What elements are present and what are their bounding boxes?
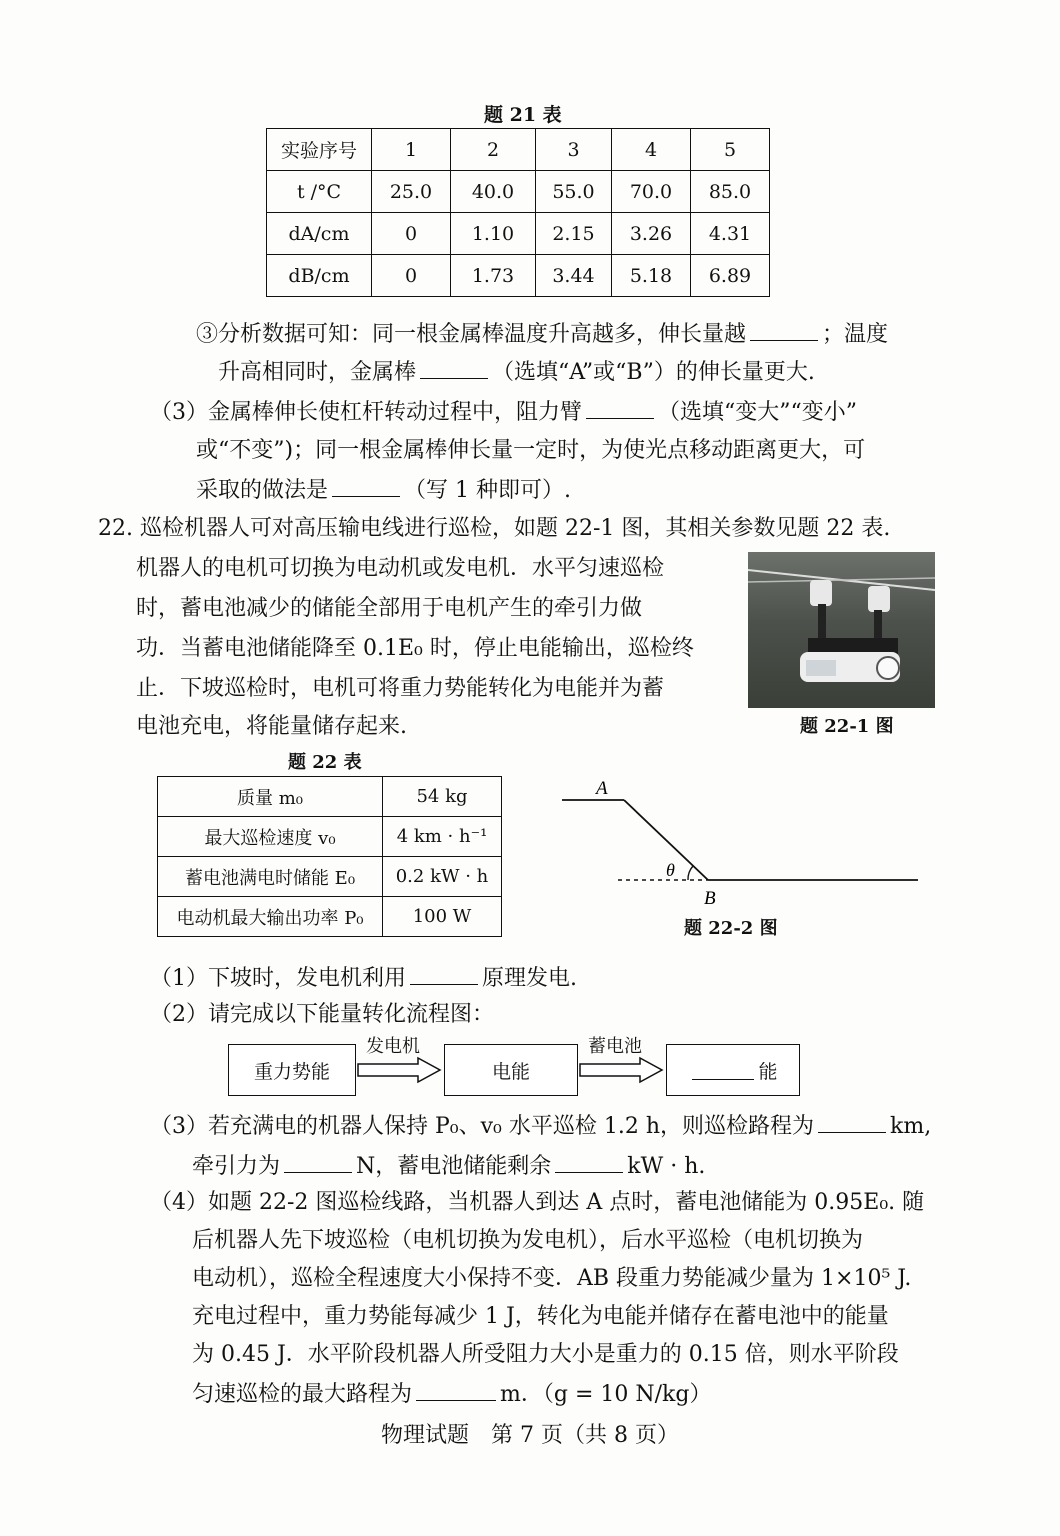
table-cell: 2.15 xyxy=(536,213,612,255)
q21-sub3-line2: 或“不变”)；同一根金属棒伸长量一定时，为使光点移动距离更大，可 xyxy=(196,438,866,463)
table-row xyxy=(158,777,502,817)
answer-blank[interactable] xyxy=(284,1150,352,1173)
q22-sub4-line4: 充电过程中，重力势能每减少 1 J，转化为电能并储存在蓄电池中的能量 xyxy=(192,1304,889,1329)
flow-arrow2-label: 蓄电池 xyxy=(588,1036,642,1057)
table21-caption: 题 21 表 xyxy=(484,104,562,126)
table-cell: 54 kg xyxy=(383,777,502,817)
text: kW · h. xyxy=(627,1154,706,1179)
flow-box-answer xyxy=(666,1044,800,1096)
robot-photo xyxy=(748,552,935,708)
q22-intro-line5: 止．下坡巡检时，电机可将重力势能转化为电能并为蓄 xyxy=(136,676,665,701)
table-cell: 55.0 xyxy=(536,171,612,213)
answer-blank[interactable] xyxy=(750,318,818,341)
answer-blank[interactable] xyxy=(692,1061,754,1080)
text: 牵引力为 xyxy=(192,1154,281,1179)
flow-box-gravitational: 重力势能 xyxy=(228,1044,356,1096)
text: （选填“A”或“B”）的伸长量更大. xyxy=(492,360,815,385)
answer-blank[interactable] xyxy=(332,474,400,497)
table-cell: 0 xyxy=(372,213,451,255)
q22-sub4-line2: 后机器人先下坡巡检（电机切换为发电机），后水平巡检（电机切换为 xyxy=(192,1228,864,1253)
q21-part3-line1 xyxy=(196,318,888,350)
table-cell: dB/cm xyxy=(267,255,372,297)
q22-sub4-line6 xyxy=(192,1378,711,1410)
table-cell: 40.0 xyxy=(451,171,536,213)
point-b-label: B xyxy=(704,888,716,909)
text: （选填“变大”“变小” xyxy=(658,400,857,425)
table21-header-row xyxy=(267,129,770,171)
table-row xyxy=(267,171,770,213)
q22-sub4-line3: 电动机），巡检全程速度大小保持不变．AB 段重力势能减少量为 1×10⁵ J. xyxy=(192,1266,912,1291)
q22-sub4-line5: 为 0.45 J．水平阶段机器人所受阻力大小是重力的 0.15 倍，则水平阶段 xyxy=(192,1342,899,1367)
q21-part3-line2 xyxy=(218,356,815,388)
text: m．（g = 10 N/kg） xyxy=(500,1382,712,1407)
robot-photo-illustration xyxy=(748,552,935,708)
table-cell: 最大巡检速度 v₀ xyxy=(158,817,383,857)
table-cell: 3.26 xyxy=(612,213,691,255)
angle-arc xyxy=(688,866,693,880)
q22-sub2: （2）请完成以下能量转化流程图： xyxy=(150,1002,494,1027)
q22-intro-line4: 功．当蓄电池储能降至 0.1E₀ 时，停止电能输出，巡检终 xyxy=(136,636,694,661)
q22-sub3-line1 xyxy=(150,1110,931,1142)
answer-blank[interactable] xyxy=(555,1150,623,1173)
text: ③分析数据可知：同一根金属棒温度升高越多，伸长量越 xyxy=(196,322,747,347)
table-cell: 100 W xyxy=(383,897,502,937)
table-cell: 25.0 xyxy=(372,171,451,213)
fig22-2-caption: 题 22-2 图 xyxy=(684,918,778,939)
text: km, xyxy=(890,1114,932,1139)
text: ；温度 xyxy=(822,322,889,347)
table-row xyxy=(267,255,770,297)
answer-blank[interactable] xyxy=(586,396,654,419)
table-row xyxy=(158,817,502,857)
table-cell: t /°C xyxy=(267,171,372,213)
text: 升高相同时，金属棒 xyxy=(218,360,417,385)
flow-arrow1-label: 发电机 xyxy=(366,1036,420,1057)
q21-sub3-line3 xyxy=(196,474,571,506)
text: 匀速巡检的最大路程为 xyxy=(192,1382,413,1407)
text: N，蓄电池储能剩余 xyxy=(356,1154,552,1179)
table-row xyxy=(158,857,502,897)
table-cell: 电动机最大输出功率 P₀ xyxy=(158,897,383,937)
table-cell: 5.18 xyxy=(612,255,691,297)
table22 xyxy=(157,776,502,937)
table-cell: 实验序号 xyxy=(267,129,372,171)
theta-label: θ xyxy=(666,860,675,880)
table-cell: 质量 m₀ xyxy=(158,777,383,817)
answer-blank[interactable] xyxy=(818,1110,886,1133)
table-cell: 0 xyxy=(372,255,451,297)
table-cell: 3.44 xyxy=(536,255,612,297)
q22-intro-line1: 22. 巡检机器人可对高压输电线进行巡检，如题 22-1 图，其相关参数见题 22 表. xyxy=(98,516,891,541)
table-row xyxy=(158,897,502,937)
text: （写 1 种即可）. xyxy=(404,478,571,503)
table-cell: 蓄电池满电时储能 E₀ xyxy=(158,857,383,897)
table-cell: 1 xyxy=(372,129,451,171)
q22-intro-line3: 时，蓄电池减少的储能全部用于电机产生的牵引力做 xyxy=(136,596,643,621)
table-cell: dA/cm xyxy=(267,213,372,255)
text: （1）下坡时，发电机利用 xyxy=(150,966,406,991)
point-a-label: A xyxy=(596,778,608,799)
table-cell: 85.0 xyxy=(691,171,770,213)
table21 xyxy=(266,128,770,297)
table-cell: 4 km · h⁻¹ xyxy=(383,817,502,857)
q22-sub4-line1: （4）如题 22-2 图巡检线路，当机器人到达 A 点时，蓄电池储能为 0.95E₀. 随 xyxy=(150,1190,925,1215)
text: （3）金属棒伸长使杠杆转动过程中，阻力臂 xyxy=(150,400,582,425)
answer-blank[interactable] xyxy=(416,1378,496,1401)
page-footer: 物理试题 第 7 页（共 8 页） xyxy=(381,1423,679,1448)
q22-intro-line6: 电池充电，将能量储存起来. xyxy=(136,714,407,739)
table-cell: 4.31 xyxy=(691,213,770,255)
q22-sub1 xyxy=(150,962,577,994)
fig22-1-caption: 题 22-1 图 xyxy=(800,716,894,737)
table-cell: 0.2 kW · h xyxy=(383,857,502,897)
table-cell: 5 xyxy=(691,129,770,171)
flow-box-electric: 电能 xyxy=(444,1044,578,1096)
table-cell: 1.10 xyxy=(451,213,536,255)
table-cell: 6.89 xyxy=(691,255,770,297)
text: 采取的做法是 xyxy=(196,478,329,503)
text: （3）若充满电的机器人保持 P₀、v₀ 水平巡检 1.2 h，则巡检路程为 xyxy=(150,1114,814,1139)
q22-sub3-line2 xyxy=(192,1150,705,1182)
table-cell: 1.73 xyxy=(451,255,536,297)
answer-blank[interactable] xyxy=(420,356,488,379)
table-cell: 3 xyxy=(536,129,612,171)
q22-intro-line2: 机器人的电机可切换为电动机或发电机．水平匀速巡检 xyxy=(136,556,665,581)
table-cell: 4 xyxy=(612,129,691,171)
table-cell: 2 xyxy=(451,129,536,171)
table22-caption: 题 22 表 xyxy=(288,752,362,773)
table-row xyxy=(267,213,770,255)
text: 原理发电. xyxy=(482,966,577,991)
q21-sub3-line1 xyxy=(150,396,857,428)
text: 能 xyxy=(758,1060,778,1083)
table-cell: 70.0 xyxy=(612,171,691,213)
answer-blank[interactable] xyxy=(410,962,478,985)
